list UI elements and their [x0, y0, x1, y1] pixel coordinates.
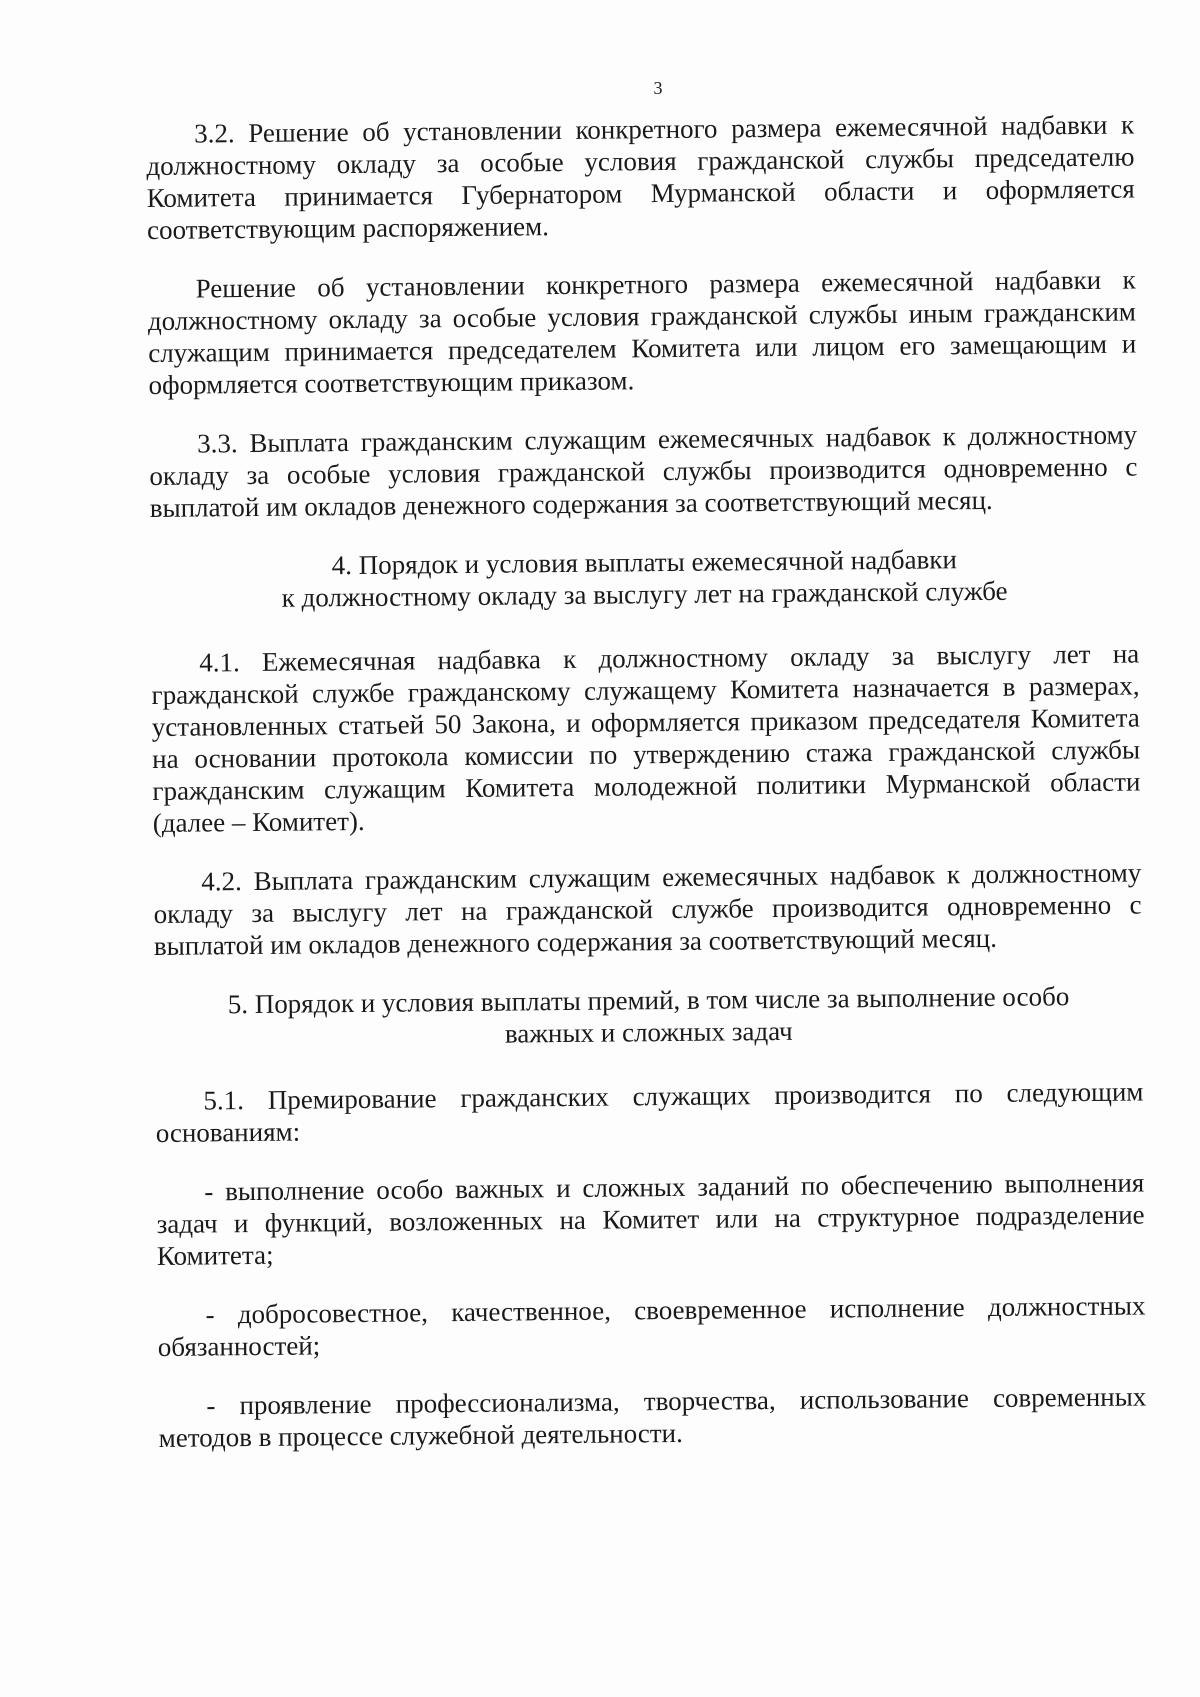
paragraph-4-1: 4.1. Ежемесячная надбавка к должностному окладу за выслугу лет на гражданской службе гражданскому служащему Комитета назначается в размерах, установленных статьей 50 Закона, и оформляется приказом председателя Комитета на основании протокола комиссии по утверждению стажа гражданской службы гражданским служащим Комитета молодежной политики Мурманской области (далее – Комитет).: [151, 638, 1141, 838]
document-body: [146, 109, 1147, 1481]
paragraph-3-2: 3.2. Решение об установлении конкретного размера ежемесячной надбавки к должностному окладу за особые условия гражданской службы председателю Комитета принимается Губернатором Мурманской области и оформляется соответствующим распоряжением.: [146, 109, 1135, 245]
bullet-item-2: - добросовестное, качественное, своевременное исполнение должностных обязанностей;: [157, 1290, 1146, 1362]
section-4-heading-line-2: к должностному окладу за выслугу лет на гражданской службе: [281, 575, 1008, 613]
bullet-item-3: - проявление профессионализма, творчества, использование современных методов в процессе служебной деятельности.: [158, 1381, 1147, 1453]
bullet-item-1: - выполнение особо важных и сложных заданий по обеспечению выполнения задач и функций, возложенных на Комитет или на структурное подразделение Комитета;: [156, 1167, 1145, 1271]
section-4-heading: [150, 541, 1139, 614]
section-4-heading-line-1: 4. Порядок и условия выплаты ежемесячной надбавки: [331, 544, 958, 581]
page-number: 3: [653, 78, 663, 98]
paragraph-5-1: 5.1. Премирование гражданских служащих производится по следующим основаниям:: [155, 1076, 1144, 1148]
section-5-heading: [154, 979, 1143, 1052]
paragraph-4-2: 4.2. Выплата гражданским служащим ежемесячных надбавок к должностному окладу за выслугу лет на гражданской службе производится одновременно с выплатой им окладов денежного содержания за соответствующий месяц.: [153, 857, 1142, 961]
paragraph-3-2-continued: Решение об установлении конкретного размера ежемесячной надбавки к должностному окладу за особые условия гражданской службы иным гражданским служащим принимается председателем Комитета или лицом его замещающим и оформляется соответствующим приказом.: [147, 264, 1137, 400]
section-5-heading-line-1: 5. Порядок и условия выплаты премий, в том числе за выполнение особо: [227, 981, 1070, 1020]
section-5-heading-line-2: важных и сложных задач: [504, 1015, 793, 1049]
paragraph-3-3: 3.3. Выплата гражданским служащим ежемесячных надбавок к должностному окладу за особые условия гражданской службы производится одновременно с выплатой им окладов денежного содержания за соответствующий месяц.: [149, 419, 1138, 523]
